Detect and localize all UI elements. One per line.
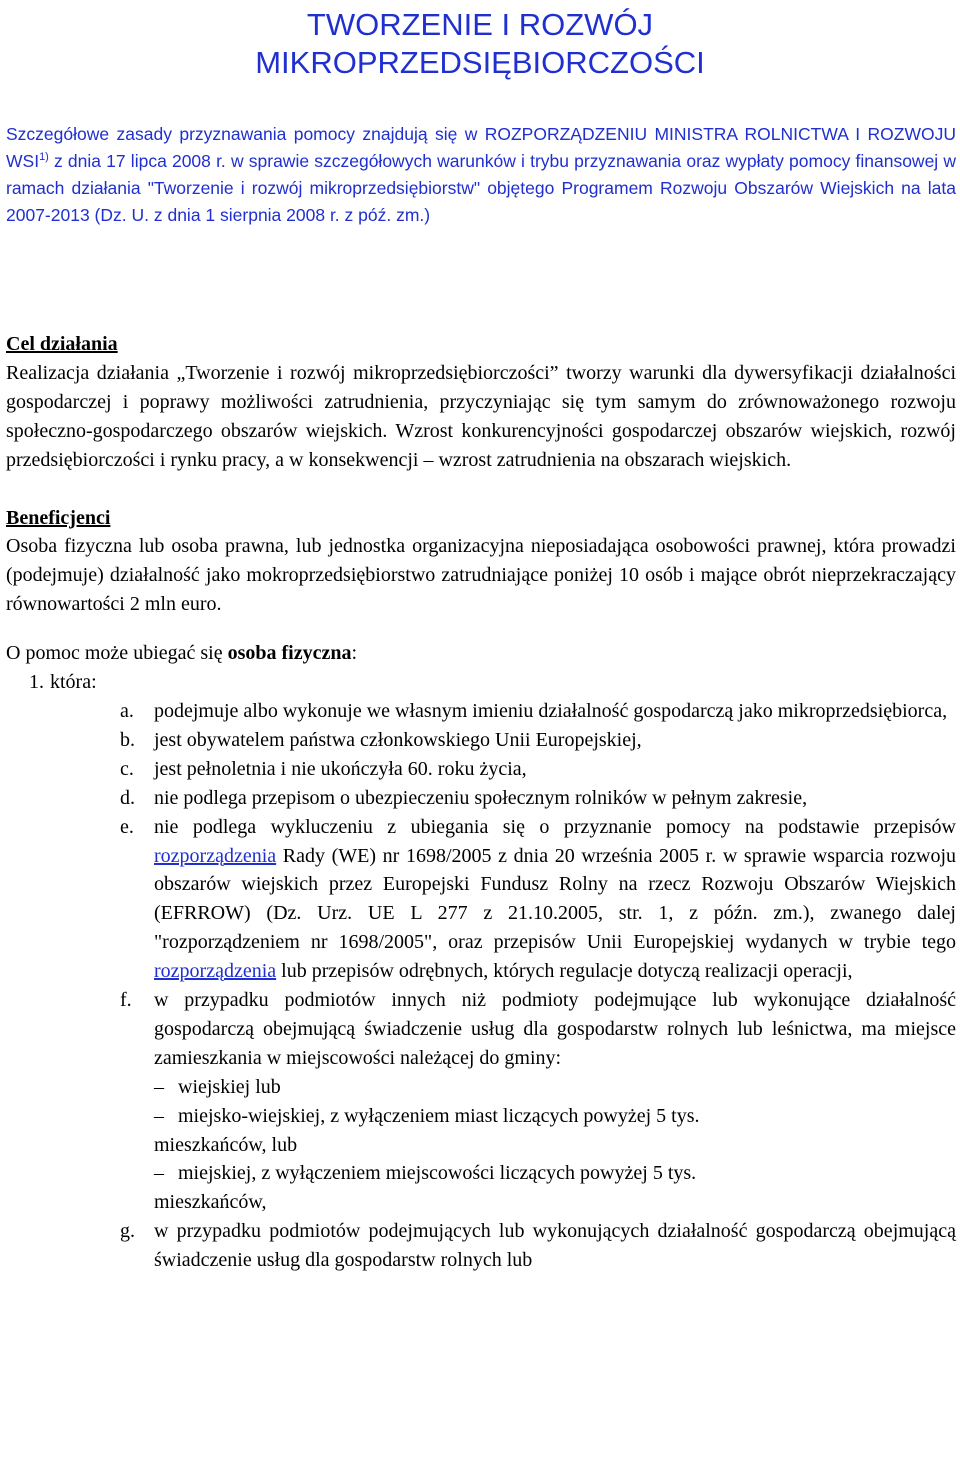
item-marker: e. <box>120 815 134 838</box>
item-text: podejmuje albo wykonuje we własnym imieniu działalność gospodarczą jako mikroprzedsiębiorca, <box>154 699 948 722</box>
intro-text-1: Szczegółowe zasady przyznawania pomocy znajdują się w ROZPORZĄDZENIU MINISTRA ROLNICTWA I ROZWOJU WSI <box>6 124 956 171</box>
regulation-link-2[interactable]: rozporządzenia <box>154 960 277 983</box>
dash-item-1 <box>6 1073 956 1102</box>
item-text: w przypadku podmiotów podejmujących lub wykonujących działalność gospodarczą obejmującą świadczenie usług dla gospodarstw rolnych lub <box>154 1220 956 1272</box>
numbered-marker: 1. <box>29 671 44 694</box>
dash-continuation-3: mieszkańców, <box>154 1191 267 1214</box>
list-item-b <box>6 726 956 755</box>
beneficiaries-text: Osoba fizyczna lub osoba prawna, lub jednostka organizacyjna nieposiadająca osobowości prawnej, która prowadzi (podejmuje) działalność jako mokroprzedsiębiorstwo zatrudniające poniżej 10 osób i mające obrót nieprzekraczający równowartości 2 mln euro. <box>6 535 956 616</box>
goal-heading: Cel działania <box>6 333 118 355</box>
item-marker: c. <box>120 757 134 780</box>
dash-text: miejskiej, z wyłączeniem miejscowości liczących powyżej 5 tys. <box>178 1162 697 1185</box>
dash-marker: – <box>154 1104 164 1127</box>
item-e-text-3: lub przepisów odrębnych, których regulacje dotyczą realizacji operacji, <box>276 960 853 983</box>
eligibility-intro-text: O pomoc może ubiegać się <box>6 642 228 665</box>
item-text: w przypadku podmiotów innych niż podmioty podejmujące lub wykonujące działalność gospodarczą obejmującą świadczenie usług dla gospodarstw rolnych lub leśnictwa, ma miejsce zamieszkania w miejscowości należącej do gminy: <box>154 989 956 1069</box>
regulation-link-1[interactable]: rozporządzenia <box>154 844 277 867</box>
footnote-marker: 1) <box>39 151 49 164</box>
dash-text: wiejskiej lub <box>178 1075 281 1098</box>
intro-paragraph <box>6 121 956 229</box>
dash-text: miejsko-wiejskiej, z wyłączeniem miast liczących powyżej 5 tys. <box>178 1104 700 1127</box>
item-text: jest pełnoletnia i nie ukończyła 60. roku życia, <box>154 757 527 780</box>
item-marker: g. <box>120 1220 135 1243</box>
item-text: jest obywatelem państwa członkowskiego Unii Europejskiej, <box>154 728 642 751</box>
eligibility-intro-end: : <box>351 642 358 665</box>
list-item-e <box>6 813 956 986</box>
item-marker: b. <box>120 728 135 751</box>
item-text <box>154 813 956 986</box>
list-item-g <box>6 1217 956 1275</box>
document-body <box>6 330 956 1275</box>
document-title <box>0 6 960 82</box>
dash-marker: – <box>154 1075 164 1098</box>
dash-marker: – <box>154 1162 164 1185</box>
item-marker: d. <box>120 786 135 809</box>
item-text: nie podlega przepisom o ubezpieczeniu społecznym rolników w pełnym zakresie, <box>154 786 808 809</box>
numbered-text: która: <box>50 671 97 694</box>
title-line-1: TWORZENIE I ROZWÓJ <box>306 7 654 42</box>
list-item-f <box>6 986 956 1073</box>
numbered-item-1 <box>6 668 956 697</box>
item-marker: f. <box>120 989 132 1012</box>
eligibility-intro <box>6 639 956 668</box>
dash-item-2 <box>6 1102 956 1131</box>
dash-item-3 <box>6 1159 956 1188</box>
list-item-a <box>6 697 956 726</box>
list-item-c <box>6 755 956 784</box>
item-marker: a. <box>120 699 134 722</box>
eligibility-intro-bold: osoba fizyczna <box>227 642 352 665</box>
title-line-2: MIKROPRZEDSIĘBIORCZOŚCI <box>255 45 705 80</box>
goal-text: Realizacja działania „Tworzenie i rozwój mikroprzedsiębiorczości” tworzy warunki dla dywersyfikacji działalności gospodarczej i poprawy możliwości zatrudnienia, przyczyniając się tym samym do zrównoważonego rozwoju społeczno-gospodarczego obszarów wiejskich. Wzrost konkurencyjności gospodarczej obszarów wiejskich, rozwój przedsiębiorczości i rynku pracy, a w konsekwencji – wzrost zatrudnienia na obszarach wiejskich. <box>6 361 956 471</box>
dash-continuation-2: mieszkańców, lub <box>154 1133 298 1156</box>
item-e-text-1: nie podlega wykluczeniu z ubiegania się o przyznanie pomocy na podstawie przepisów <box>154 815 956 838</box>
intro-text-2: z dnia 17 lipca 2008 r. w sprawie szczegółowych warunków i trybu przyznawania oraz wypłaty pomocy finansowej w ramach działania "Tworzenie i rozwój mikroprzedsiębiorstw" objętego Programem Rozwoju Obszarów Wiejskich na lata 2007-2013 (Dz. U. z dnia 1 sierpnia 2008 r. z póź. zm.) <box>6 151 956 225</box>
beneficiaries-heading: Beneficjenci <box>6 506 111 529</box>
list-item-d <box>6 784 956 813</box>
item-e-text-2: Rady (WE) nr 1698/2005 z dnia 20 września 2005 r. w sprawie wsparcia rozwoju obszarów wiejskich przez Europejski Fundusz Rolny na rzecz Rozwoju Obszarów Wiejskich (EFRROW) (Dz. Urz. UE L 277 z 21.10.2005, str. 1, z późn. zm.), zwanego dalej "rozporządzeniem nr 1698/2005", oraz przepisów Unii Europejskiej wydanych w trybie tego <box>154 844 956 954</box>
